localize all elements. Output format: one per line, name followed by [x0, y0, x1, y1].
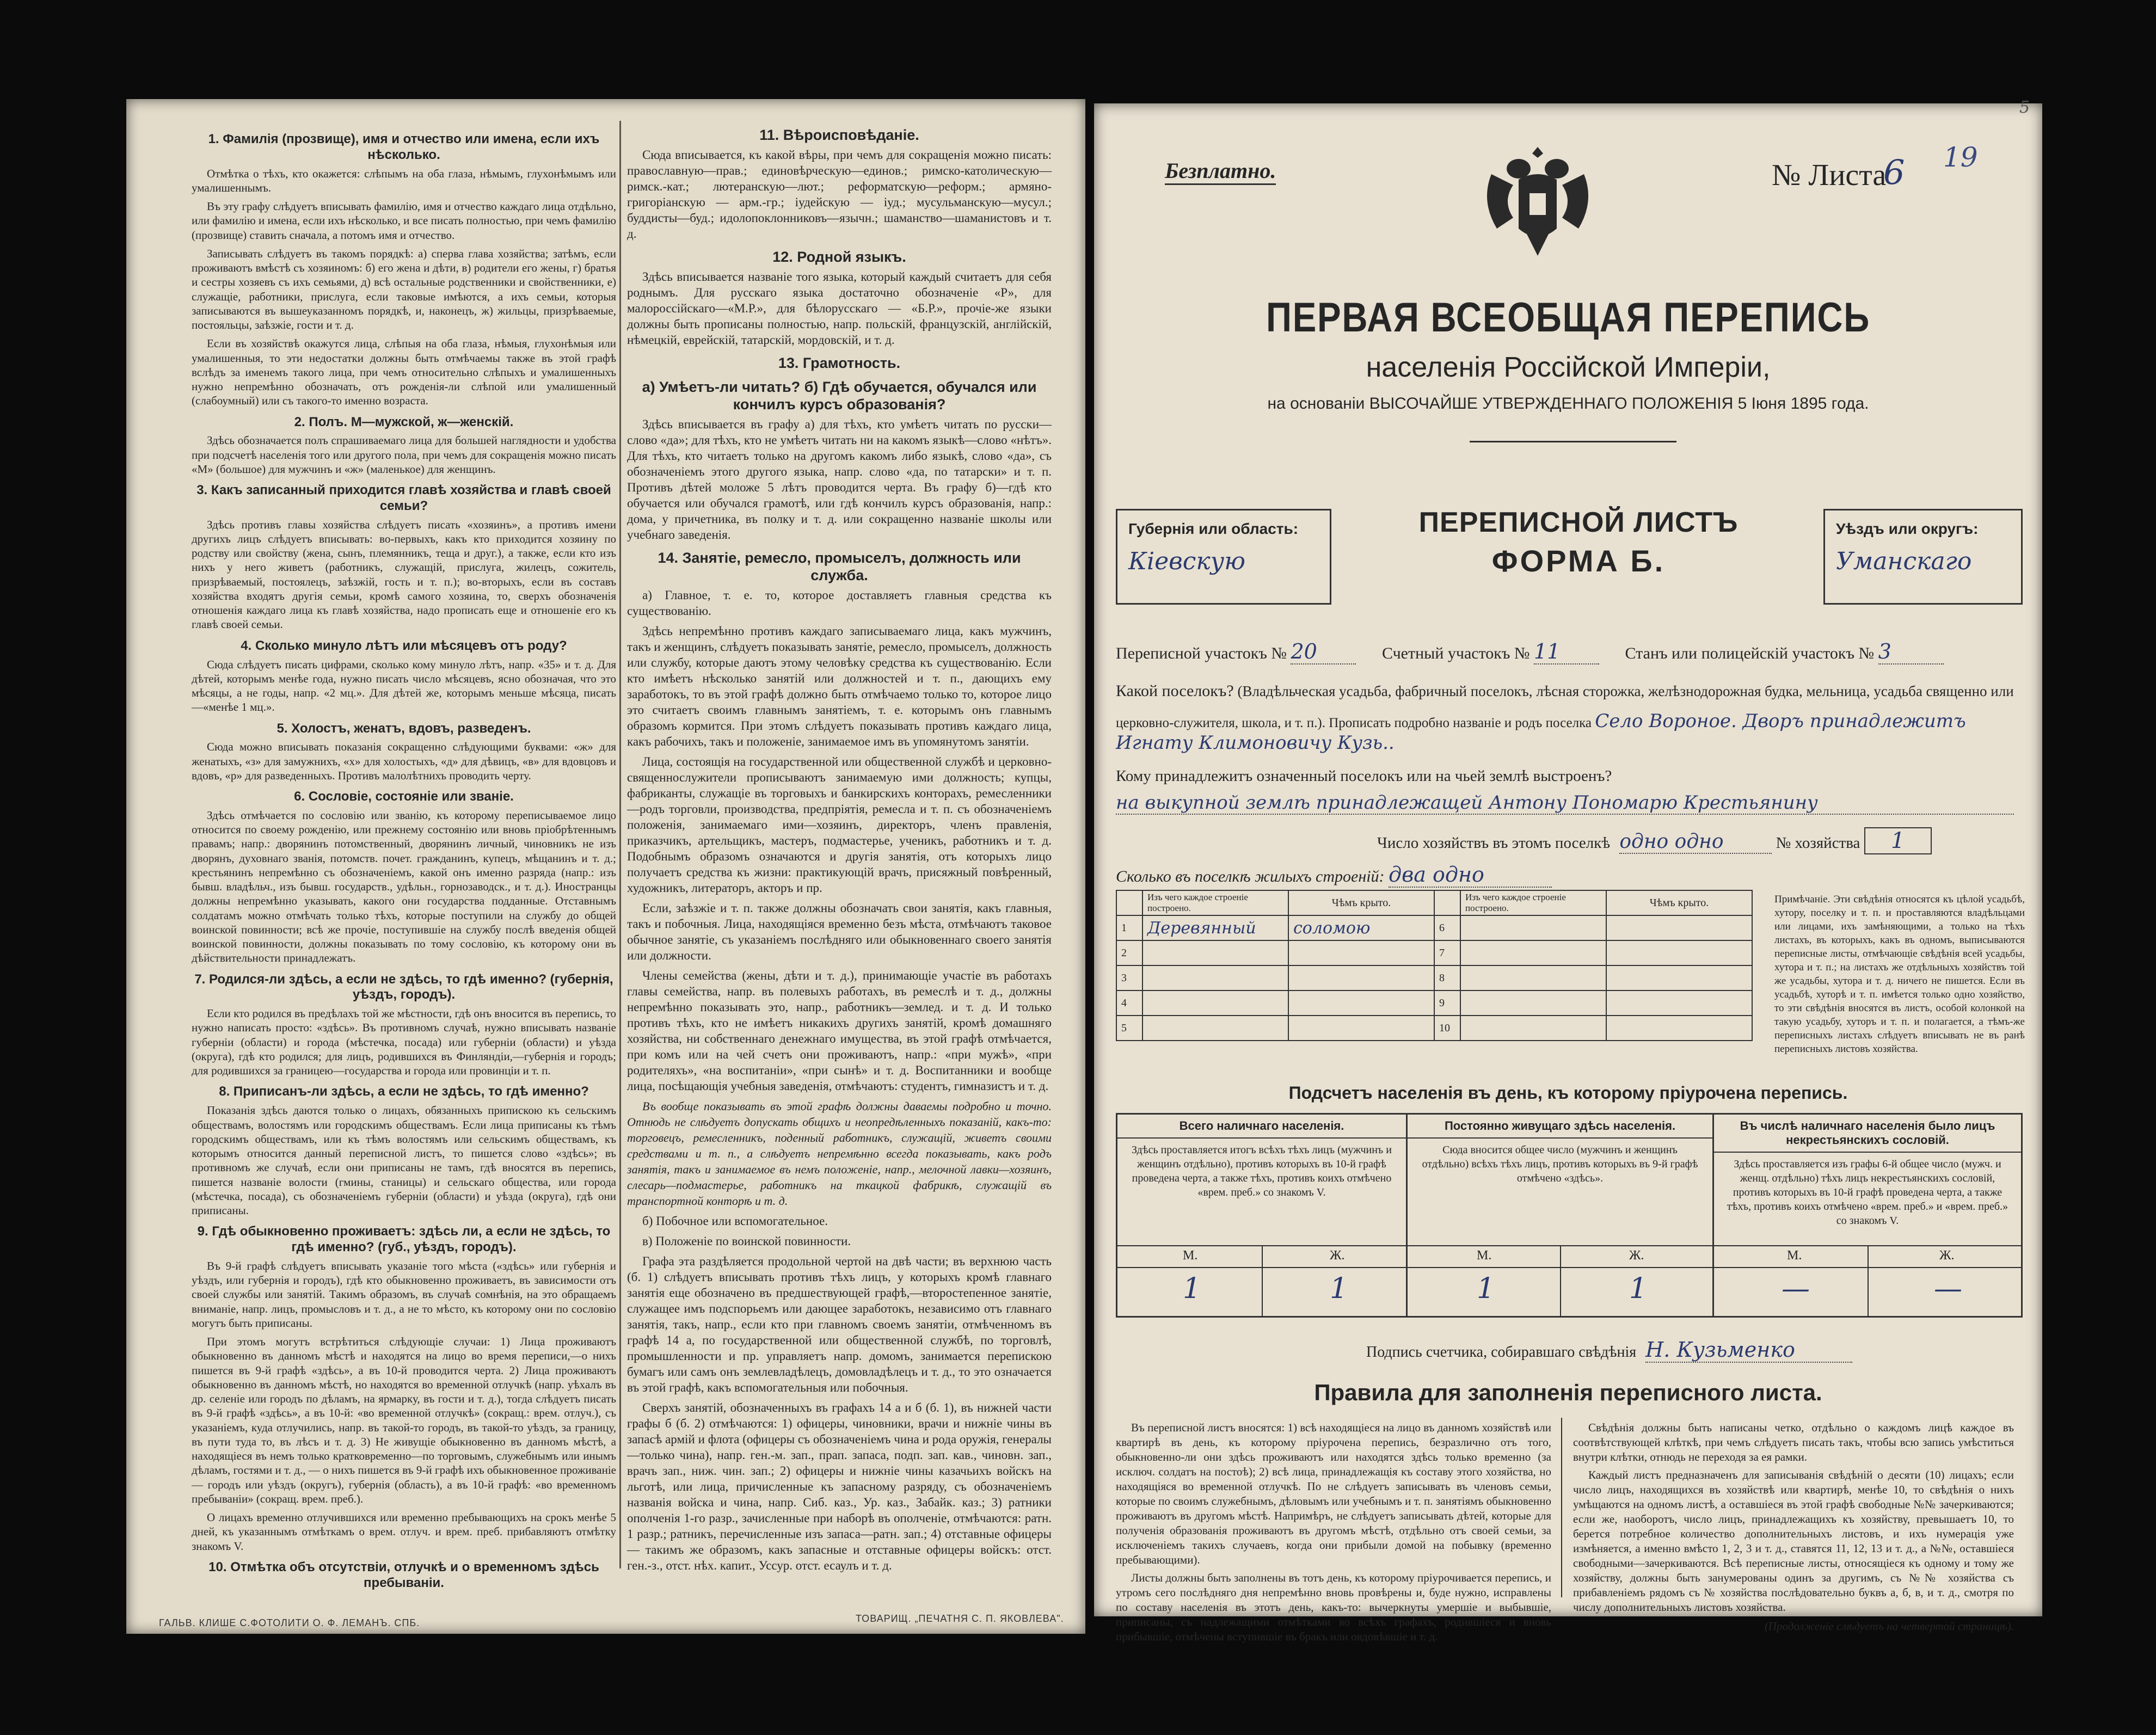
instruction-paragraph: Въ вообще показывать въ этой графѣ должны даваемы подробно и точно. Отнюдь не слѣдуетъ допускать общихъ и неопредѣленныхъ показаній, какъ-то: торговецъ, ремесленникъ, поденный работникъ, служащій, живетъ своими средствами и т. п., а слѣдуетъ непремѣнно всегда показывать, какъ родъ занятія, такъ и занимаемое въ немъ положеніе, напр., мелочной лавки—хозяинъ, слесарь—подмастерье, работникъ на ткацкой фабрикѣ, служащій въ транспортной конторѣ и т. д.: [627, 1099, 1052, 1208]
rules-column-divider: [1561, 1418, 1562, 1597]
column-divider: [619, 121, 621, 1568]
households-value: одно одно: [1619, 830, 1772, 854]
instruction-heading: а) Умѣетъ-ли читать? б) Гдѣ обучается, обучался или кончилъ курсъ образованія?: [642, 379, 1037, 413]
instruction-heading: 7. Родился-ли здѣсь, а если не здѣсь, то гдѣ именно? (губернія, уѣздъ, городъ).: [194, 971, 613, 1002]
buildings-row-number: 7: [1434, 940, 1460, 965]
district-box: [1823, 509, 2023, 605]
count-header-non-peasant: Въ числѣ наличнаго населенія было лицъ некрестьянскихъ сословій.: [1714, 1115, 2021, 1153]
instruction-paragraph: Здѣсь непремѣнно противъ каждаго записываемаго лица, какъ мужчинъ, такъ и женщинъ, слѣдуетъ показывать занятіе, ремесло, промыселъ, должность или службу, которые даютъ этому человѣку средства къ существованію. Если кто имѣетъ нѣсколько занятій или должностей и т. п., дающихъ ему заработокъ, то въ этой графѣ должно быть отмѣчаемо только то, которое лицо это считаетъ своимъ главнымъ занятіемъ, т. е. которымъ онъ главнымъ образомъ кормится. При этомъ слѣдуетъ показывать противъ каждаго лица, какъ рабочихъ, такъ и положеніе, занимаемое имъ въ упомянутомъ занятіи.: [627, 624, 1052, 748]
instruction-paragraph: Въ эту графу слѣдуетъ вписывать фамилію, имя и отчество каждаго лица отдѣльно, или фамилію и имена, если ихъ нѣсколько, и все писать полностью, при чемъ фамилію (прозвище) ставить сначала, а потомъ имя и отчество.: [192, 200, 616, 242]
buildings-header-roof-2: Чѣмъ крыто.: [1606, 890, 1752, 915]
rules-right-column: [1573, 1420, 2014, 1634]
instruction-heading: 3. Какъ записанный приходится главѣ хозяйства и главѣ своей семьи?: [196, 483, 611, 513]
sheet-number-label: № Листа: [1772, 158, 1887, 192]
buildings-header-roof: Чѣмъ крыто.: [1288, 890, 1434, 915]
archive-page-number: 19: [1943, 141, 1978, 173]
settlement-hint: (Владѣльческая усадьба, фабричный поселокъ, лѣсная сторожка, желѣзнодорожная будка, мельница, усадьба священно или: [1237, 683, 2014, 699]
instruction-paragraph: Отмѣтка о тѣхъ, кто окажется: слѣпымъ на оба глаза, нѣмымъ, глухонѣмымъ или умалишеннымъ.: [192, 167, 616, 194]
instruction-paragraph: Здѣсь вписывается въ графу а) для тѣхъ, кто умѣетъ читать по русски—слово «да»; для тѣхъ, кто не умѣетъ читать ни на какомъ языкѣ—слово «нѣтъ». Для тѣхъ, кто читаетъ только на другомъ какомъ либо языкѣ, слово «да», съ обозначеніемъ этого другого языка, напр. слово «да, по татарски» и т. п. Противъ дѣтей моложе 5 лѣтъ проводится черта. Въ графу б)—гдѣ кто обучается или обучался грамотѣ, или гдѣ кончилъ курсъ образованія, напр.: дома, у причетника, въ полку и т. д. или сокращенно названіе школы или учебнаго заведенія.: [627, 417, 1052, 542]
instruction-paragraph: Здѣсь отмѣчается по сословію или званію, къ которому переписываемое лицо относится по своему рожденію, или прежнему состоянію или вновь пріобрѣтеннымъ правамъ; напр.: дворянинъ потомственный, дворянинъ личный, чиновникъ не изъ дворянъ, духовнаго званія, потомств. почет. гражданинъ, купецъ, мѣщанинъ и т. д.; крестьянинъ непремѣнно съ обозначеніемъ, какой онъ именно разряда (напр.: изъ бывш. владѣльч., изъ бывш. государств., удѣльн., горнозаводск., и т. д.). Иностранцы должны непремѣнно указывать, какого они государства подданные. Отставнымъ солдатамъ можно отмѣчать только тѣхъ, которые поступили на службу до общей воинской повинности; всѣ же прочіе, поступившіе на службу послѣ введенія общей воинской повинности, должны показывать по тому сословію, къ которому они въ дѣйствительности принадлежатъ.: [192, 808, 616, 965]
rules-continued-note: (Продолженіе слѣдуетъ на четвертой страницѣ).: [1764, 1620, 2014, 1633]
instruction-heading: 5. Холостъ, женатъ, вдовъ, разведенъ.: [277, 721, 531, 736]
count-m-label: М.: [1477, 1248, 1492, 1263]
instruction-paragraph: Показанія здѣсь даются только о лицахъ, обязанныхъ припискою къ сельскимъ обществамъ, волостямъ или городскимъ обществамъ. Если лица приписаны къ тѣмъ городскимъ обществамъ, или къ тѣмъ волостямъ или сельскимъ обществамъ, къ которымъ относится данный переписной листъ, то пишется слово «здѣсь»; въ противномъ же случаѣ, если они приписаны не тамъ, гдѣ вносятся въ перепись, пишется названіе волости (гмины, станицы) и сельскаго общества, или города (мѣстечка, посада), съ обозначеніемъ губерніи (области) и уѣзда (округа), гдѣ они приписаны.: [192, 1104, 616, 1217]
owner-line: [1116, 767, 1612, 785]
household-number-label: № хозяйства: [1776, 834, 1860, 852]
settlement-line-2: [1116, 710, 2030, 754]
buildings-value: два одно: [1389, 863, 1552, 888]
left-page-instructions: [126, 99, 1085, 1634]
settlement-value: Село Вороное. Дворъ принадлежитъ Игнату Климоновичу Кузь..: [1116, 710, 1966, 754]
instruction-paragraph: Въ 9-й графѣ слѣдуетъ вписывать указаніе того мѣста («здѣсь» или губернія и уѣздъ, или губернія и городъ), гдѣ кто обыкновенно проживаетъ, въ зависимости отъ своей службы или занятій. Такимъ образомъ, въ случаѣ сомнѣнія, на это обращаемъ вниманіе, напр. лицъ, промысловъ и т. д., а не то мѣсто, къ которому они по сословію могутъ быть приписаны.: [192, 1259, 616, 1330]
buildings-label: Сколько въ поселкѣ жилыхъ строеній:: [1116, 868, 1385, 885]
count-non-peasant-male: —: [1782, 1272, 1810, 1305]
count-total-female: 1: [1330, 1272, 1348, 1305]
count-zh-label: Ж.: [1939, 1248, 1955, 1263]
buildings-row-number: 8: [1434, 965, 1460, 990]
instruction-heading: 12. Родной языкъ.: [772, 249, 906, 265]
instruction-paragraph: Лица, состоящія на государственной или общественной службѣ и церковно-священнослужители прописываютъ занимаемую ими должность; купцы, фабриканты, служащіе въ торговыхъ и банкирскихъ конторахъ, ремесленники—родъ торговли, производства, предпріятія, ремесла и т. п. съ обозначеніемъ положенія, занимаемаго ими—хозяинъ, директоръ, членъ правленія, приказчикъ, артельщикъ, мастеръ, подмастерье, ученикъ, работникъ и т. д. Подобнымъ образомъ означаются и другія занятія, отъ которыхъ лицо получаетъ средства къ жизни: практикующій врачъ, присяжный повѣренный, художникъ, литераторъ, акторъ и пр.: [627, 755, 1052, 895]
count-m-label: М.: [1787, 1248, 1802, 1263]
buildings-row-number: 10: [1434, 1016, 1460, 1041]
printer-credit-right: ТОВАРИЩ. „ПЕЧАТНЯ С. П. ЯКОВЛЕВА".: [856, 1613, 1064, 1624]
double-headed-eagle-emblem: [1475, 136, 1600, 267]
instruction-paragraph: Сюда слѣдуетъ писать цифрами, сколько кому минуло лѣтъ, напр. «35» и т. д. Для дѣтей, которымъ менѣе года, нужно писать число мѣсяцевъ, ясно обозначая, что это мѣсяцы, а не годы, напр. «2 мц.». Для дѣтей же, которымъ меньше мѣсяца, писать—«менѣе 1 мц.».: [192, 657, 616, 714]
instruction-paragraph: Если, заѣзжіе и т. п. также должны обозначать свои занятія, какъ главныя, такъ и побочныя. Лица, находящіяся временно безъ мѣста, отмѣчаютъ таковое обычное занятіе, съ указаніемъ послѣдняго или обыкновеннаго своего занятія или должности.: [627, 901, 1052, 962]
instruction-heading: 9. Гдѣ обыкновенно проживаетъ: здѣсь ли, а если не здѣсь, то гдѣ именно? (губ., уѣздъ, городъ).: [197, 1224, 611, 1255]
count-permanent-female: 1: [1629, 1272, 1648, 1305]
owner-value: на выкупной землѣ принадлежащей Антону Пономарю Крестьянину: [1116, 792, 2014, 815]
count-header-permanent: Постоянно живущаго здѣсь населенія.: [1408, 1115, 1712, 1139]
count-permanent-male: 1: [1477, 1272, 1495, 1305]
count-desc-permanent: Сюда вносится общее число (мужчинъ и женщинъ отдѣльно) всѣхъ тѣхъ лицъ, противъ которыхъ въ 9-й графѣ отмѣчено «здѣсь».: [1422, 1144, 1698, 1184]
instruction-paragraph: б) Побочное или вспомогательное.: [642, 1214, 828, 1228]
instruction-heading: 13. Грамотность.: [778, 355, 901, 371]
rules-paragraph: Листы должны быть заполнены въ тотъ день, къ которому пріурочивается перепись, и утромъ сего послѣдняго дня непремѣнно вновь провѣрены и, буде нужно, исправлены по составу населенія въ этотъ день, какъ-то: вычеркнуты умершіе и выбывшіе, приписаны, съ надлежащими отмѣтками во всѣхъ графахъ, родившіеся и вновь прибывшіе, отмѣчены вступившіе въ бракъ или овдовѣвшіе и т. д.: [1116, 1571, 1551, 1643]
count-row-divider: [1117, 1245, 2021, 1246]
instruction-paragraph: Здѣсь вписывается названіе того языка, который каждый считаетъ для себя роднымъ. Для русскаго языка достаточно обозначеніе «Р», для малороссійскаго—«М.Р.», для бѣлорусскаго — «Б.Р.», прочіе-же языки должны быть прописаны полностью, напр. польскій, французскій, англійскій, нѣмецкій, еврейскій, татарскій, мордовскій, и т. д.: [627, 270, 1052, 347]
count-col-divider: [1868, 1245, 1869, 1316]
owner-label: Кому принадлежитъ означенный поселокъ или на чьей землѣ выстроенъ?: [1116, 767, 1612, 785]
instruction-heading: 10. Отмѣтка объ отсутствіи, отлучкѣ и о временномъ здѣсь пребываніи.: [208, 1559, 599, 1590]
census-area-label: Переписной участокъ №: [1116, 644, 1287, 662]
instruction-paragraph: Если кто родился въ предѣлахъ той же мѣстности, гдѣ онъ вносится въ перепись, то нужно написать просто: «здѣсь». Въ противномъ случаѣ, нужно вписывать названіе губерніи (области) и города (мѣстечка, посада) или губерніи (области) и уѣзда (округа), гдѣ кто родился; для лицъ, родившихся въ Финляндіи,—губернія и городъ; для родившихся за границею—государства и города или провинціи и т. п.: [192, 1007, 616, 1078]
instructions-column-1: [192, 125, 616, 1594]
rules-paragraph: Въ переписной листъ вносятся: 1) всѣ находящіеся на лицо въ данномъ хозяйствѣ или квартирѣ въ день, къ которому пріурочена перепись, безразлично отъ того, обыкновенно-ли они здѣсь проживаютъ или находятся здѣсь только временно (за исключ. солдатъ на постоѣ); 2) всѣ лица, принадлежащія къ составу этого хозяйства, но находящіяся во временной отлучкѣ. По не слѣдуетъ записывать въ членовъ семьи, которые по своимъ служебнымъ, дѣловымъ или учебнымъ и т. п. занятіямъ обыкновенно проживаютъ въ другомъ мѣстѣ. Напримѣръ, не слѣдуетъ записывать дѣтей, которые для полученія образованія проживаютъ въ другомъ мѣстѣ, отдѣльно отъ своей семьи, за исключеніемъ такихъ случаевъ, когда они прибыли домой на побывку (временно пребывающими).: [1116, 1421, 1551, 1566]
police-area-label: Станъ или полицейскій участокъ №: [1625, 644, 1875, 662]
subtitle-decree: на основаніи ВЫСОЧАЙШЕ УТВЕРЖДЕННАГО ПОЛОЖЕНІЯ 5 Іюня 1895 года.: [1267, 395, 1869, 413]
count-desc-total: Здѣсь проставляется итогъ всѣхъ тѣхъ лицъ (мужчинъ и женщинъ отдѣльно), противъ которыхъ въ 10-й графѣ проведена черта, а также тѣхъ, противъ коихъ отмѣчено «врем. преб.» со знакомъ V.: [1132, 1144, 1392, 1198]
signature-label: Подпись счетчика, собиравшаго свѣдѣнія: [1366, 1344, 1637, 1361]
buildings-row-number: 4: [1116, 990, 1143, 1016]
buildings-row-number: 6: [1434, 915, 1460, 940]
instruction-heading: 2. Полъ. М—мужской, ж—женскій.: [294, 414, 514, 429]
instruction-paragraph: Сюда вписывается, къ какой вѣры, при чемъ для сокращенія можно писать: православную—прав.; единовѣрческую—единов.; римско-католическую—римск.-кат.; лютеранскую—лют.; реформатскую—реформ.; армяно-григоріанскую — арм.-гр.; іудейскую — іуд.; мусульманскую—мусул.; буддисты—буд.; идолопоклонниковъ—язычн.; шаманство—шаманистовъ и т. д.: [627, 148, 1052, 241]
buildings-line: [1116, 863, 1552, 888]
buildings-header-material: Изъ чего каждое строеніе построено.: [1143, 890, 1288, 915]
sheet-number-value: 6: [1883, 152, 1905, 192]
count-col-divider: [1560, 1245, 1561, 1316]
buildings-row-material: Деревянный: [1143, 915, 1288, 940]
instruction-heading: 8. Приписанъ-ли здѣсь, а если не здѣсь, то гдѣ именно?: [219, 1084, 589, 1099]
rules-left-column: [1116, 1420, 1551, 1644]
subtitle-empire: населенія Россійской Имперіи,: [1366, 352, 1771, 383]
households-line: [1377, 827, 1932, 854]
right-page-census-form: [1094, 98, 2042, 1643]
count-header-total: Всего наличнаго населенія.: [1117, 1115, 1406, 1139]
counting-area-label: Счетный участокъ №: [1381, 644, 1530, 662]
province-box: [1116, 509, 1331, 605]
count-m-label: М.: [1183, 1248, 1198, 1263]
province-label: Губернія или область:: [1128, 520, 1299, 537]
district-label: Уѣздъ или округъ:: [1836, 520, 1979, 537]
instruction-paragraph: Графа эта раздѣляется продольной чертой на двѣ части; въ верхнюю часть (б. 1) слѣдуетъ вписывать противъ тѣхъ лицъ, у которыхъ кромѣ главнаго занятія еще обозначено въ предшествующей графѣ,—второстепенное занятіе, служащее имъ подспорьемъ или дающее заработокъ, независимо отъ главнаго занятія, такъ, напр., если кто при главномъ своемъ занятіи, отмѣченномъ въ графѣ 14 а, по государственной или общественной службѣ, по торговлѣ, промышленности и пр. управляетъ напр. домомъ, занимается перепискою бумагъ или самъ онъ землевладѣлецъ, домовладѣлецъ и т. д., то это означается въ этой графѣ, какъ вспомогательныя или побочныя.: [627, 1254, 1052, 1394]
instruction-paragraph: О лицахъ временно отлучившихся или временно пребывающихъ на срокъ менѣе 5 дней, къ указаннымъ отмѣткамъ о врем. отлуч. и врем. преб. прибавляютъ отмѣтку знакомъ V.: [192, 1511, 616, 1553]
district-value: Уманскаго: [1836, 547, 1972, 575]
rules-title: Правила для заполненія переписного листа.: [1314, 1380, 1822, 1405]
count-row-divider: [1117, 1267, 2021, 1268]
counting-area-value: 11: [1534, 639, 1599, 665]
rules-paragraph: Каждый листъ предназначенъ для записыванія свѣдѣній о десяти (10) лицахъ; если число лицъ, находящихся въ хозяйствѣ или квартирѣ, менѣе 10, то свѣдѣнія о нихъ умѣщаются на одномъ листѣ, а оставшіеся въ этой графѣ свободные №№ зачеркиваются; если же, наоборотъ, число лицъ, принадлежащихъ къ хозяйству, превышаетъ 10, то берется потребное количество дополнительныхъ листовъ, и ихъ нумерація уже измѣняется, а именно вмѣсто 1, 2, 3 и т. д., ставятся 11, 12, 13 и т. д., а №№, оставшіеся свободными—зачеркиваются. Всѣ переписные листы, относящіеся къ одному и тому же хозяйству, должны быть занумерованы одинъ за другимъ, съ №№ хозяйства съ прибавленіемъ рядомъ съ № хозяйства послѣдовательно буквъ а, б, в, и т. д., смотря по числу дополнительныхъ листовъ хозяйства.: [1573, 1468, 2014, 1614]
population-count-table: [1116, 1113, 2023, 1318]
buildings-row-number: 2: [1116, 940, 1143, 965]
instruction-paragraph: Сверхъ занятій, обозначенныхъ въ графахъ 14 а и б (б. 1), въ нижней части графы б (б. 2) отмѣчаются: 1) офицеры, чиновники, врачи и нижніе чины въ запасѣ армій и флота (офицеры съ обозначеніемъ чина и рода оружія, генералы—только чина), напр. ген.-м. зап., прап. запаса, подп. зап. кав., чиновн. зап., врачъ зап., ниж. чин. зап.; 2) офицеры и нижніе чины казачьихъ войскъ на льготѣ, или лица, причисленные къ запасному разряду, съ обозначеніемъ названія войска и чина, напр. Сиб. каз., Ур. каз., Забайк. каз.; 3) ратники ополченія 1-го разр., зачисленные при наборѣ въ ополченіе, отмѣчаются: ратн. 1 разр.; ратникъ, перечисленные изъ запаса—ратн. зап.; 4) отставные офицеры — такимъ же образомъ, какъ запасные и отставные офицеры войскъ: отст. ген.-з., отст. нѣх. капит., Уссур. отст. есаулъ и т. д.: [627, 1401, 1052, 1572]
police-area-value: 3: [1878, 639, 1944, 665]
settlement-label: Какой поселокъ?: [1116, 682, 1234, 700]
instruction-heading: 4. Сколько минуло лѣтъ или мѣсяцевъ отъ роду?: [241, 638, 567, 653]
printer-credit-left: ГАЛЬВ. КЛИШЕ С.ФОТОЛИТИ О. Ф. ЛЕМАНЪ. СПБ.: [159, 1617, 420, 1628]
count-zh-label: Ж.: [1330, 1248, 1345, 1263]
instruction-paragraph: в) Положеніе по воинской повинности.: [642, 1234, 851, 1248]
instruction-heading: 11. Вѣроисповѣданіе.: [759, 127, 919, 143]
buildings-row-number: 5: [1116, 1016, 1143, 1041]
instruction-heading: 6. Сословіе, состояніе или званіе.: [294, 789, 514, 804]
count-col-divider: [1262, 1245, 1263, 1316]
settlement-field: [1116, 680, 2019, 702]
rules-paragraph: Свѣдѣнія должны быть написаны четко, отдѣльно о каждомъ лицѣ каждое въ соотвѣтствующей клѣткѣ, при чемъ слѣдуетъ писать такъ, чтобы всю запись умѣститься внутри клѣтки, отнюдь не переходя за ея рамки.: [1573, 1421, 2014, 1463]
main-title: ПЕРВАЯ ВСЕОБЩАЯ ПЕРЕПИСЬ: [1266, 294, 1870, 341]
free-label: Безплатно.: [1165, 158, 1276, 185]
archive-corner-mark: 5: [2019, 98, 2030, 117]
buildings-table: [1116, 890, 1753, 1041]
buildings-row-number: 1: [1116, 915, 1143, 940]
count-total-male: 1: [1183, 1272, 1201, 1305]
instruction-paragraph: Здѣсь противъ главы хозяйства слѣдуетъ писать «хозяинъ», а противъ имени другихъ лицъ слѣдуетъ вписывать: во-первыхъ, какъ кто приходится хозяину по родству или свойству (жена, сынъ, племянникъ, теща и друг.), а также, если кто изъ нихъ у него живетъ (работникъ, служащій, прислуга, жилецъ, сожитель, призрѣваемый, постоялецъ, заѣзжій, гость и т. п.); во-вторыхъ, если въ составъ хозяйства входятъ другія семьи, кромѣ самого хозяина, то, сверхъ обозначенія отношенія каждаго лица къ главѣ хозяйства, надо прописать еще и отношеніе его къ главѣ своей семьи.: [192, 518, 616, 631]
buildings-row-number: 9: [1434, 990, 1460, 1016]
census-area-value: 20: [1291, 639, 1356, 665]
instruction-paragraph: а) Главное, т. е. то, которое доставляетъ главныя средства къ существованію.: [627, 588, 1052, 618]
instruction-paragraph: Сюда можно вписывать показанія сокращенно слѣдующими буквами: «ж» для женатыхъ, «з» для замужнихъ, «х» для холостыхъ, «д» для дѣвицъ, «в» для вдовцовъ и вдовъ, «р» для разведенныхъ. Противъ малолѣтнихъ проводить черту.: [192, 740, 616, 782]
instruction-heading: 1. Фамилія (прозвище), имя и отчество или имена, если ихъ нѣсколько.: [208, 132, 600, 162]
areas-line: [1116, 639, 1944, 665]
count-zh-label: Ж.: [1629, 1248, 1644, 1263]
province-value: Кіевскую: [1128, 547, 1245, 575]
signature-value: Н. Кузьменко: [1645, 1338, 1852, 1363]
signature-line: [1366, 1338, 1852, 1363]
buildings-note: Примѣчаніе. Эти свѣдѣнія относятся къ цѣлой усадьбѣ, хутору, поселку и т. п. и проставляются владѣльцами или лицами, ихъ замѣняющими, а только на тѣхъ листахъ, въ которыхъ, какъ въ одномъ, выписываются переписные листы, отмѣчающіе свѣдѣнія всей усадьбы, хутора и т. п.; на листахъ же отдѣльныхъ хозяйствъ той же усадьбы, хутора и т. д. ничего не пишется. Если въ усадьбѣ, хуторѣ и т. п. имѣется только одно хозяйство, то эти свѣдѣнія вносятся въ листъ, особой колонкой на такую усадьбу, хуторъ и т. п. и полагается, а тѣмъ-же переписныхъ листахъ слѣдуетъ вписывать не въ ранѣ переписныхъ листовъ хозяйства.: [1774, 894, 2025, 1055]
form-code: ФОРМА Б.: [1491, 544, 1666, 578]
count-non-peasant-female: —: [1934, 1272, 1962, 1305]
instruction-paragraph: Если въ хозяйствѣ окажутся лица, слѣпыя на оба глаза, нѣмыя, глухонѣмыя или умалишенныя, то эти недостатки должны быть отмѣчаемы также въ этой графѣ вслѣдъ за именемъ такого лица, при чемъ относительно слѣпыхъ и умалишенныхъ нужно непремѣнно обозначать, отъ рожденія-ли слѣпой или умалишенный (слабоумный) или съ такого-то именно возраста.: [192, 337, 616, 408]
settlement-hint-2: церковно-служителя, школа, и т. п.). Прописать подробно названіе и родъ поселка: [1116, 716, 1592, 730]
instruction-paragraph: Здѣсь обозначается полъ спрашиваемаго лица для большей наглядности и удобства при подсчетѣ населенія того или другого пола, при чемъ для сокращенія можно писать «М» (большое) для мужчинъ и «ж» (маленькое) для женщинъ.: [192, 434, 616, 476]
households-label: Число хозяйствъ въ этомъ поселкѣ: [1377, 834, 1611, 852]
buildings-row-number: 3: [1116, 965, 1143, 990]
instructions-column-2: [627, 120, 1052, 1578]
form-title: ПЕРЕПИСНОЙ ЛИСТЪ: [1418, 507, 1739, 538]
household-number-value: 1: [1864, 827, 1932, 854]
buildings-header-material-2: Изъ чего каждое строеніе построено.: [1460, 890, 1606, 915]
title-rule: [1470, 441, 1676, 442]
instruction-heading: 14. Занятіе, ремесло, промыселъ, должность или служба.: [658, 550, 1021, 583]
count-desc-non-peasant: Здѣсь проставляется изъ графы 6-й общее число (мужч. и женщ. отдѣльно) тѣхъ лицъ некрестьянскихъ сословій, противъ которыхъ въ 10-й графѣ проведена черта, а также тѣхъ, противъ коихъ отмѣчено «врем. преб.» и «врем. преб.» со знакомъ V.: [1727, 1158, 2008, 1227]
form-title-block: [1361, 506, 1796, 579]
instruction-paragraph: Записывать слѣдуетъ въ такомъ порядкѣ: а) сперва глава хозяйства; затѣмъ, если проживаютъ вмѣстѣ съ хозяиномъ: б) его жена и дѣти, в) родители его жены, г) братья и сестры хозяевъ съ ихъ семьями, д) всѣ остальные родственники и свойственники, е) служащіе, работники, прислуга, если таковые имѣются, а ихъ семьи, которыя записываются въ вышеуказанномъ порядкѣ, и, наконецъ, ж) жильцы, призрѣваемые, постояльцы, заѣзжіе, гости и т. д.: [192, 247, 616, 332]
buildings-row-roof: соломою: [1288, 915, 1434, 940]
population-count-title: Подсчетъ населенія въ день, къ которому пріурочена перепись.: [1288, 1083, 1848, 1103]
instruction-paragraph: Члены семейства (жены, дѣти и т. д.), принимающіе участіе въ работахъ главы семейства, напр. въ полевыхъ работахъ, въ ремеслѣ и т. д., должны непремѣнно показывать это, напр., работникъ—землед. и т. д. И только противъ тѣхъ, кто не имѣетъ никакихъ другихъ занятій, кромѣ домашняго хозяйства, ни собственнаго денежнаго имущества, въ этой графѣ отмѣчается, при комъ или на чей счетъ они проживаютъ, напр.: «при мужѣ», «при родителяхъ», «на воспитаніи», «при сынѣ» и т. д. Воспитанники и вообще лица, посѣщающія учебныя заведенія, отмѣчаютъ: студентъ, гимназистъ и т. д.: [627, 969, 1052, 1093]
instruction-paragraph: При этомъ могутъ встрѣтиться слѣдующіе случаи: 1) Лица проживаютъ обыкновенно въ данномъ мѣстѣ и находятся на лицо во время переписи,—о нихъ пишется въ 9-й графѣ «здѣсь», а въ 10-й проводится черта. 2) Лица проживаютъ обыкновенно въ данномъ мѣстѣ, но находятся во временной отлучкѣ (напр. уѣхалъ въ др. селеніе или городъ по дѣламъ, на ярмарку, въ гости и т. д.), тогда слѣдуетъ писать въ 9-й графѣ «здѣсь», а въ 10-й: «во временной отлучкѣ» (сокращ.: врем. отлуч.), съ указаніемъ, куда отлучились, напр. въ такой-то городъ, въ такой-то уѣздъ, за границу, въ пути туда то, въ лѣсъ и т. д. 3) Не живущіе обыкновенно въ данномъ мѣстѣ, а находящіеся въ немъ только кратковременно—по торговымъ, служебнымъ или инымъ дѣламъ, гостями и т. д., — о нихъ пишется въ 9-й графѣ ихъ обыкновенное проживаніе — городъ или уѣздъ (округъ), губернія (область), а въ 10-й графѣ: «во временномъ пребываніи» (сокращ. врем. преб.).: [192, 1335, 616, 1505]
